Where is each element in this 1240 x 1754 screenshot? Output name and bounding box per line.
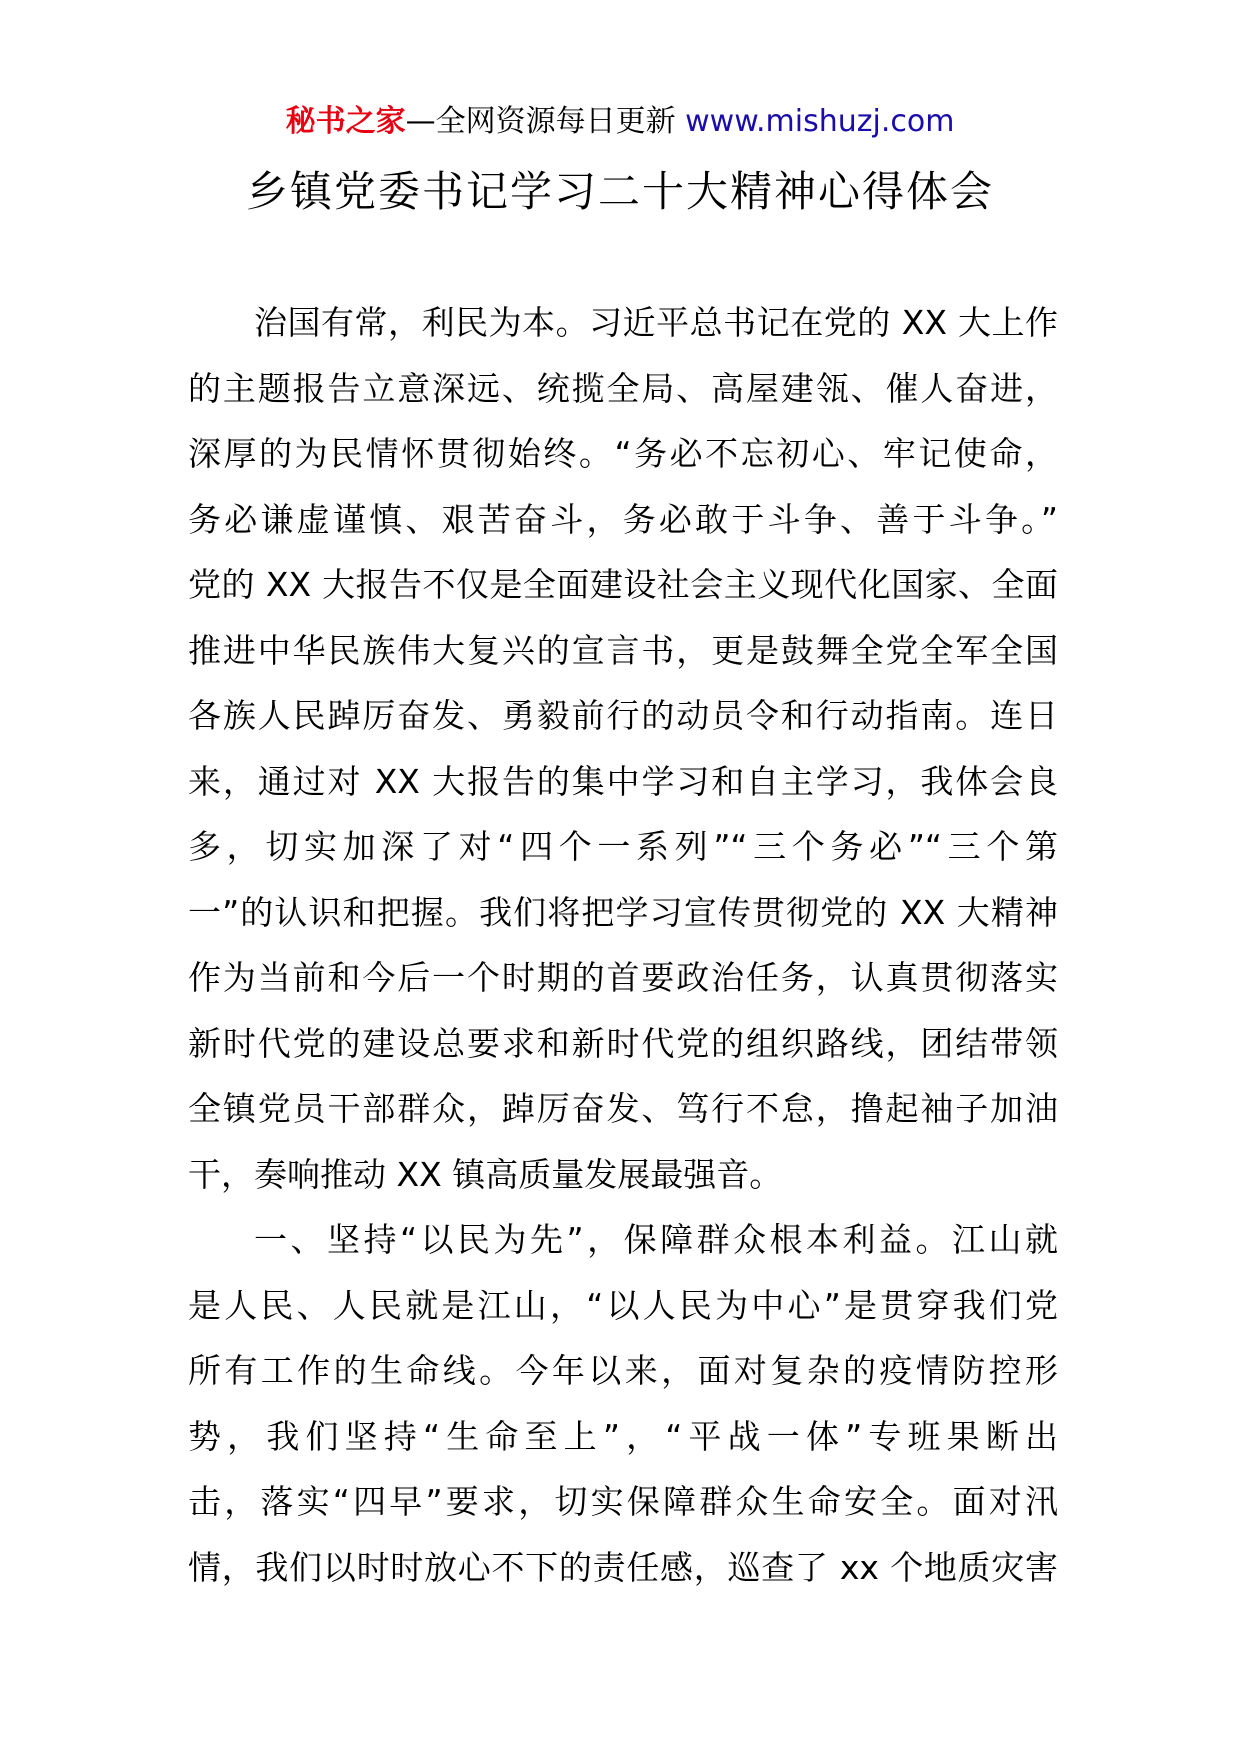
paragraph-line: 深厚的为民情怀贯彻始终。“务必不忘初心、牢记使命， bbox=[188, 434, 1058, 473]
paragraph-line: 击，落实“四早”要求，切实保障群众生命安全。面对汛 bbox=[188, 1482, 1058, 1521]
paragraph-line: 的主题报告立意深远、统揽全局、高屋建瓴、催人奋进， bbox=[188, 368, 1058, 408]
site-brand: 秘书之家 bbox=[285, 104, 406, 139]
document-title: 乡镇党委书记学习二十大精神心得体会 bbox=[245, 167, 994, 216]
paragraph-line: 作为当前和今后一个时期的首要政治任务，认真贯彻落实 bbox=[188, 958, 1058, 997]
paragraph-line: 党的 XX 大报告不仅是全面建设社会主义现代化国家、全面 bbox=[188, 565, 1058, 604]
paragraph-line: 干，奏响推动 XX 镇高质量发展最强音。 bbox=[188, 1154, 783, 1194]
paragraph-line: 治国有常，利民为本。习近平总书记在党的 XX 大上作 bbox=[254, 303, 1058, 342]
paragraph-line: 所有工作的生命线。今年以来，面对复杂的疫情防控形 bbox=[188, 1351, 1058, 1390]
section-heading-line: 一、坚持“以民为先”，保障群众根本利益。江山就 bbox=[254, 1220, 1058, 1259]
paragraph-line: 势，我们坚持“生命至上”，“平战一体”专班果断出 bbox=[188, 1416, 1058, 1456]
document-body bbox=[188, 290, 1058, 1600]
site-tagline: —全网资源每日更新 bbox=[405, 104, 676, 139]
paragraph-line: 新时代党的建设总要求和新时代党的组织路线，团结带领 bbox=[188, 1023, 1058, 1063]
paragraph-line: 来，通过对 XX 大报告的集中学习和自主学习，我体会良 bbox=[188, 761, 1058, 801]
site-url-link[interactable]: www.mishuzj.com bbox=[685, 104, 955, 139]
paragraph-line: 一”的认识和把握。我们将把学习宣传贯彻党的 XX 大精神 bbox=[188, 892, 1058, 932]
paragraph-line: 务必谦虚谨慎、艰苦奋斗，务必敢于斗争、善于斗争。” bbox=[188, 499, 1058, 539]
paragraph-line: 全镇党员干部群众，踔厉奋发、笃行不怠，撸起袖子加油 bbox=[188, 1089, 1058, 1128]
site-header bbox=[0, 100, 1240, 144]
paragraph-line: 多，切实加深了对“四个一系列”“三个务必”“三个第 bbox=[188, 827, 1058, 866]
paragraph-line: 推进中华民族伟大复兴的宣言书，更是鼓舞全党全军全国 bbox=[188, 630, 1058, 670]
paragraph-line: 各族人民踔厉奋发、勇毅前行的动员令和行动指南。连日 bbox=[188, 696, 1058, 735]
paragraph-line: 情，我们以时时放心不下的责任感，巡查了 xx 个地质灾害 bbox=[188, 1547, 1058, 1587]
paragraph-line: 是人民、人民就是江山，“以人民为中心”是贯穿我们党 bbox=[188, 1285, 1058, 1325]
